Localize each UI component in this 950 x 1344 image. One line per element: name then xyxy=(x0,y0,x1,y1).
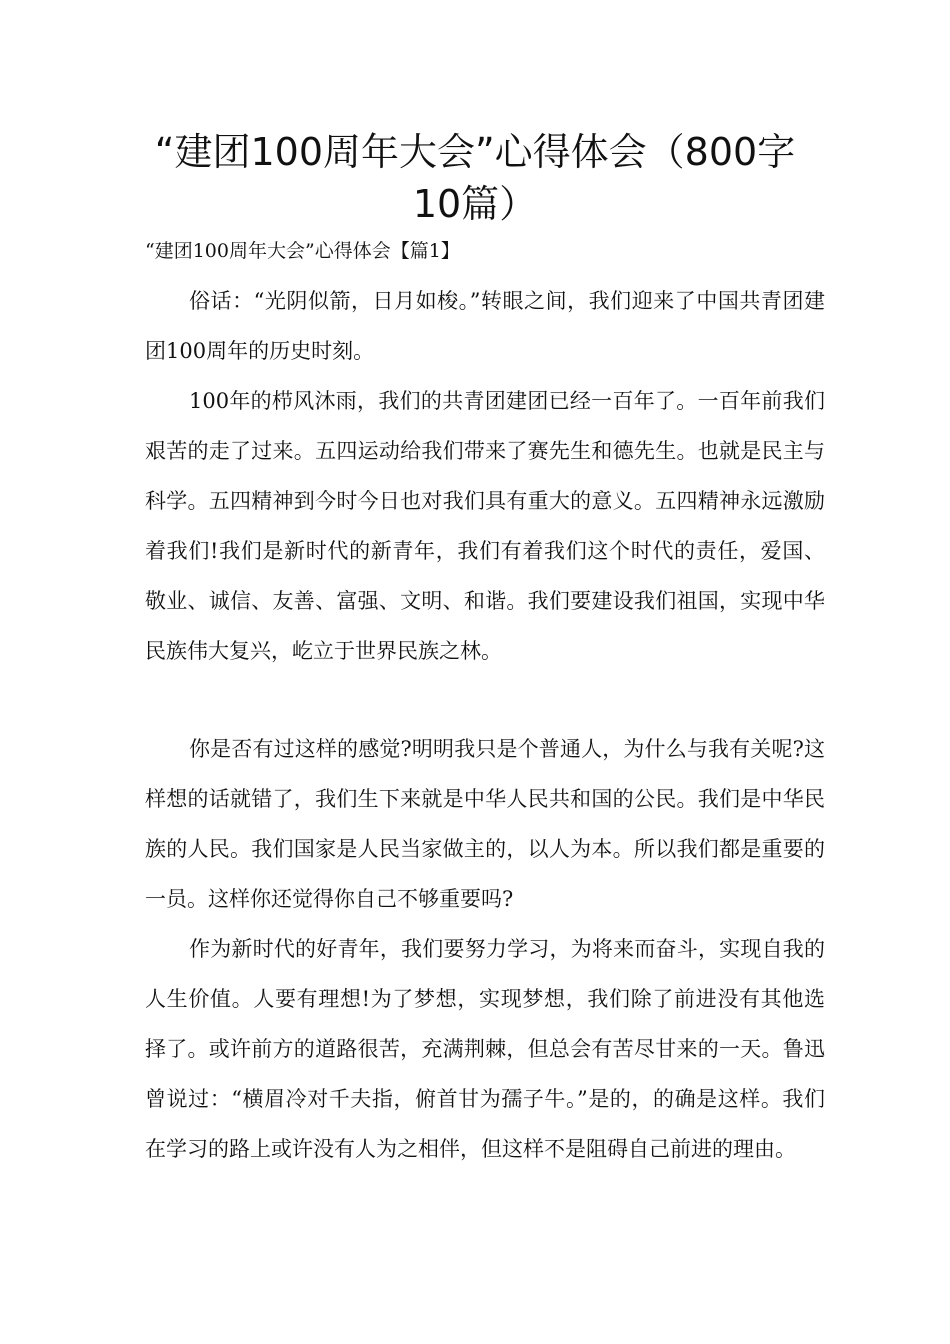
section-heading: “建团100周年大会”心得体会【篇1】 xyxy=(145,240,460,262)
paragraph-1: 俗话：“光阴似箭，日月如梭。”转眼之间，我们迎来了中国共青团建团100周年的历史时刻。 xyxy=(145,289,825,363)
document-title: “建团100周年大会”心得体会（800字10篇） xyxy=(154,130,796,226)
paragraph-4: 作为新时代的好青年，我们要努力学习，为将来而奋斗，实现自我的人生价值。人要有理想!为了梦想，实现梦想，我们除了前进没有其他选择了。或许前方的道路很苦，充满荆棘，但总会有苦尽甘来的一天。鲁迅曾说过：“横眉冷对千夫指，俯首甘为孺子牛。”是的，的确是这样。我们在学习的路上或许没有人为之相伴，但这样不是阻碍自己前进的理由。 xyxy=(145,937,825,1161)
paragraph-3: 你是否有过这样的感觉?明明我只是个普通人，为什么与我有关呢?这样想的话就错了，我们生下来就是中华人民共和国的公民。我们是中华民族的人民。我们国家是人民当家做主的，以人为本。所以我们都是重要的一员。这样你还觉得你自己不够重要吗? xyxy=(145,737,825,911)
paragraph-2: 100年的栉风沐雨，我们的共青团建团已经一百年了。一百年前我们艰苦的走了过来。五四运动给我们带来了赛先生和德先生。也就是民主与科学。五四精神到今时今日也对我们具有重大的意义。五四精神永远激励着我们!我们是新时代的新青年，我们有着我们这个时代的责任，爱国、敬业、诚信、友善、富强、文明、和谐。我们要建设我们祖国，实现中华民族伟大复兴，屹立于世界民族之林。 xyxy=(145,389,825,663)
